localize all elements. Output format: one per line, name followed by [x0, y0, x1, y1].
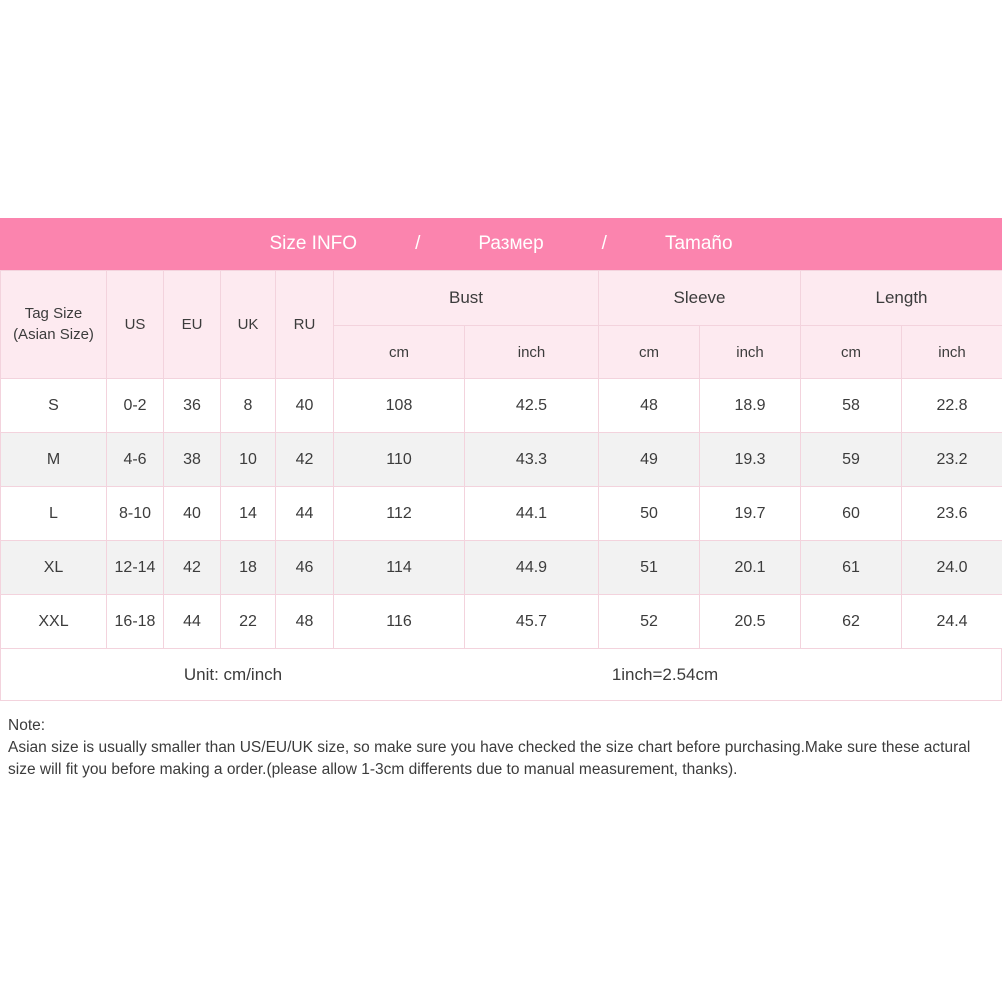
- title-es: Tamaño: [664, 233, 733, 254]
- unit-row: [0, 649, 1002, 701]
- cell-us: 12-14: [107, 541, 164, 595]
- cell-uk: 14: [221, 487, 276, 541]
- cell-length-cm: 58: [801, 379, 902, 433]
- header-length-cm: cm: [801, 326, 902, 379]
- cell-sleeve-cm: 49: [599, 433, 700, 487]
- cell-us: 0-2: [107, 379, 164, 433]
- cell-tag: L: [1, 487, 107, 541]
- header-ru: RU: [276, 271, 334, 379]
- header-eu: EU: [164, 271, 221, 379]
- cell-sleeve-inch: 20.5: [700, 595, 801, 649]
- header-sleeve-inch: inch: [700, 326, 801, 379]
- cell-ru: 40: [276, 379, 334, 433]
- header-group-bust: Bust: [334, 271, 599, 326]
- note-label: Note:: [8, 717, 46, 734]
- cell-sleeve-cm: 52: [599, 595, 700, 649]
- cell-sleeve-inch: 18.9: [700, 379, 801, 433]
- cell-bust-inch: 42.5: [465, 379, 599, 433]
- header-tag-size-line1: Tag Size: [24, 305, 83, 323]
- header-tag-size-line2: (Asian Size): [13, 325, 94, 343]
- table-row: [1, 487, 1002, 541]
- cell-tag: M: [1, 433, 107, 487]
- table-row: [1, 433, 1002, 487]
- header-sleeve-cm: cm: [599, 326, 700, 379]
- cell-length-cm: 61: [801, 541, 902, 595]
- cell-sleeve-cm: 50: [599, 487, 700, 541]
- title-en: Size INFO: [269, 233, 358, 254]
- cell-length-inch: 23.2: [902, 433, 1002, 487]
- cell-bust-cm: 114: [334, 541, 465, 595]
- cell-ru: 48: [276, 595, 334, 649]
- cell-tag: XL: [1, 541, 107, 595]
- cell-bust-inch: 44.1: [465, 487, 599, 541]
- cell-length-inch: 23.6: [902, 487, 1002, 541]
- cell-sleeve-inch: 19.7: [700, 487, 801, 541]
- cell-eu: 36: [164, 379, 221, 433]
- cell-length-inch: 22.8: [902, 379, 1002, 433]
- header-length-inch: inch: [902, 326, 1002, 379]
- title-separator-2: /: [601, 233, 607, 254]
- cell-eu: 42: [164, 541, 221, 595]
- cell-sleeve-inch: 19.3: [700, 433, 801, 487]
- cell-eu: 44: [164, 595, 221, 649]
- note-body: Asian size is usually smaller than US/EU/UK size, so make sure you have checked the size chart before purchasing.Make sure these actural size will fit you before making a order.(please allow 1-3cm differents due to manual measurement, thanks).: [8, 739, 971, 778]
- cell-bust-cm: 110: [334, 433, 465, 487]
- cell-length-cm: 62: [801, 595, 902, 649]
- header-tag-size: [1, 271, 107, 379]
- header-bust-cm: cm: [334, 326, 465, 379]
- header-bust-inch: inch: [465, 326, 599, 379]
- header-group-sleeve: Sleeve: [599, 271, 801, 326]
- header-uk: UK: [221, 271, 276, 379]
- cell-length-cm: 59: [801, 433, 902, 487]
- cell-tag: S: [1, 379, 107, 433]
- cell-ru: 44: [276, 487, 334, 541]
- cell-uk: 18: [221, 541, 276, 595]
- cell-uk: 22: [221, 595, 276, 649]
- unit-text: Unit: cm/inch: [183, 664, 283, 684]
- cell-eu: 40: [164, 487, 221, 541]
- size-chart: [0, 218, 1002, 781]
- cell-bust-cm: 108: [334, 379, 465, 433]
- header-us: US: [107, 271, 164, 379]
- cell-length-inch: 24.4: [902, 595, 1002, 649]
- cell-eu: 38: [164, 433, 221, 487]
- cell-uk: 8: [221, 379, 276, 433]
- cell-bust-cm: 116: [334, 595, 465, 649]
- cell-us: 16-18: [107, 595, 164, 649]
- cell-length-inch: 24.0: [902, 541, 1002, 595]
- title-ru: Размер: [478, 233, 544, 254]
- cell-sleeve-cm: 51: [599, 541, 700, 595]
- cell-bust-inch: 43.3: [465, 433, 599, 487]
- cell-us: 4-6: [107, 433, 164, 487]
- cell-us: 8-10: [107, 487, 164, 541]
- header-group-length: Length: [801, 271, 1002, 326]
- table-row: [1, 541, 1002, 595]
- cell-bust-inch: 44.9: [465, 541, 599, 595]
- title-separator-1: /: [415, 233, 421, 254]
- cell-bust-cm: 112: [334, 487, 465, 541]
- cell-tag: XXL: [1, 595, 107, 649]
- cell-bust-inch: 45.7: [465, 595, 599, 649]
- cell-sleeve-inch: 20.1: [700, 541, 801, 595]
- cell-sleeve-cm: 48: [599, 379, 700, 433]
- cell-uk: 10: [221, 433, 276, 487]
- conversion-text: 1inch=2.54cm: [611, 664, 719, 684]
- cell-ru: 42: [276, 433, 334, 487]
- table-row: [1, 595, 1002, 649]
- note-block: [0, 701, 1002, 781]
- cell-length-cm: 60: [801, 487, 902, 541]
- size-table: [0, 270, 1002, 649]
- cell-ru: 46: [276, 541, 334, 595]
- table-row: [1, 379, 1002, 433]
- size-info-title-bar: [0, 218, 1002, 270]
